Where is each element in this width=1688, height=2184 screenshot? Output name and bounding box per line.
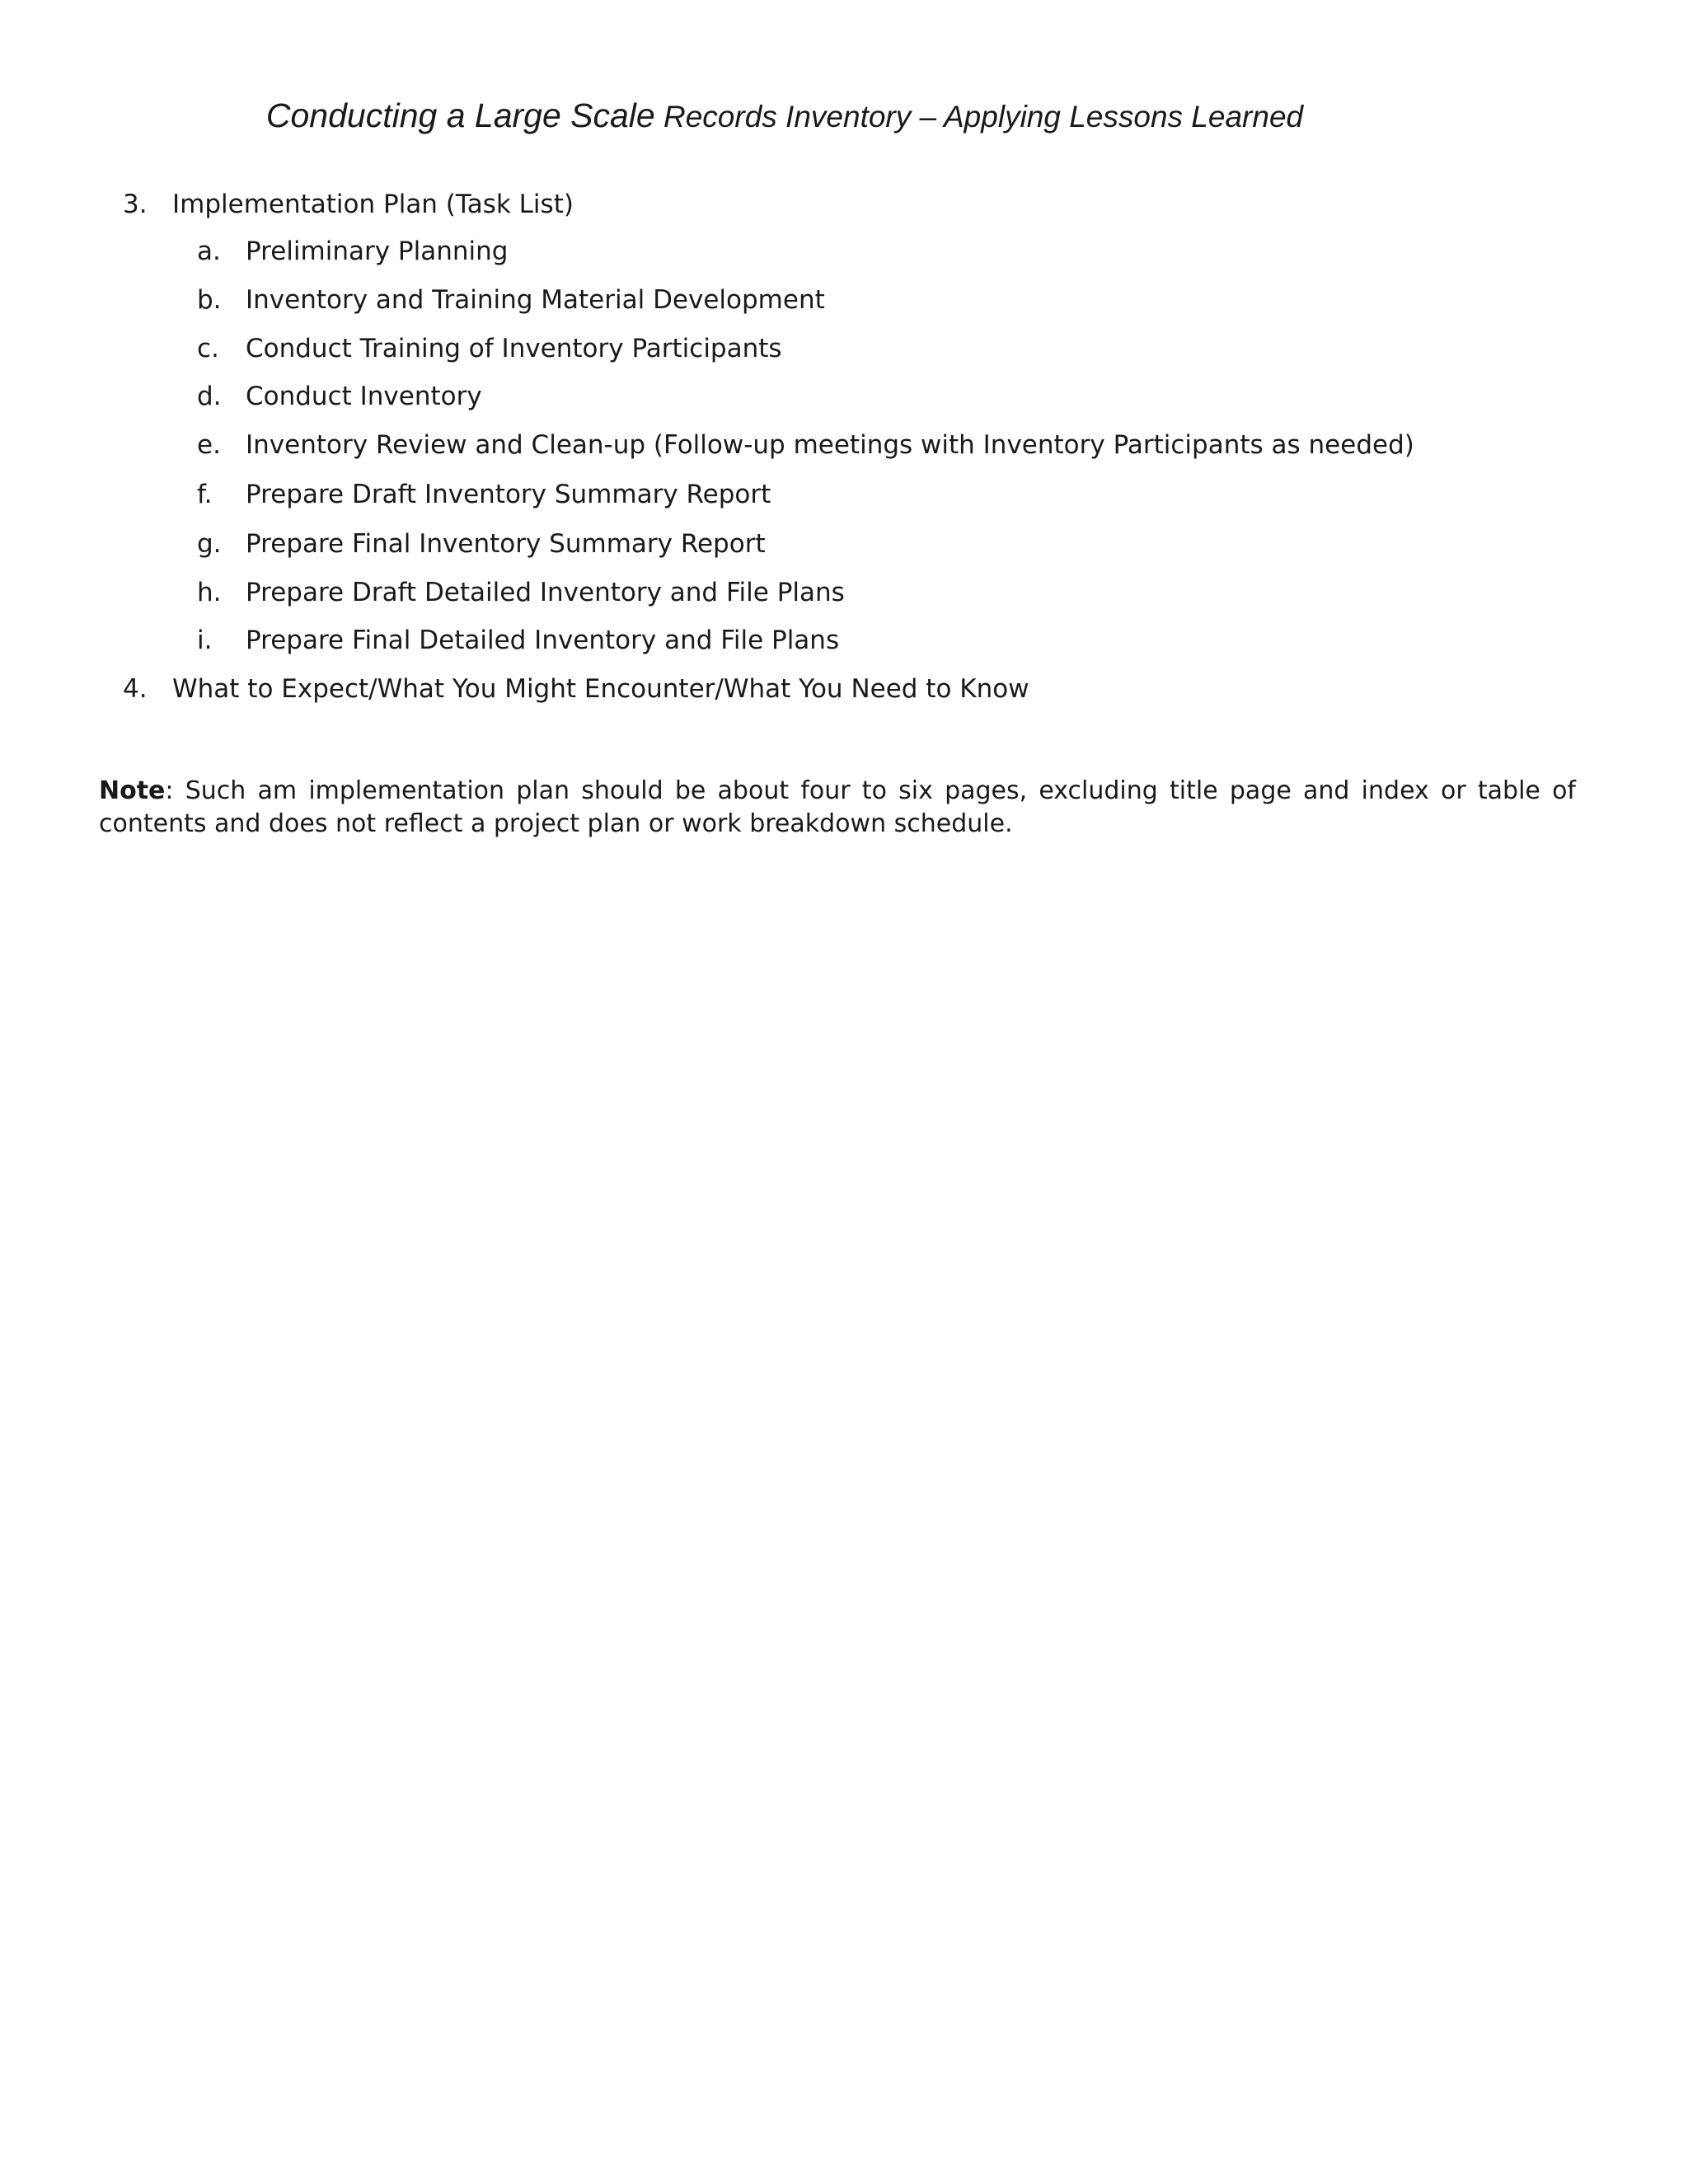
outline-subitem-text: Preliminary Planning <box>246 237 509 266</box>
outline-item-number: 4. <box>123 674 148 704</box>
outline-subitem-letter: a. <box>197 237 221 266</box>
outline-subitem-letter: b. <box>197 285 222 315</box>
outline-subitem-letter: f. <box>197 480 213 509</box>
outline-item-number: 3. <box>123 190 148 219</box>
outline-subitem-text: Conduct Inventory <box>246 382 482 411</box>
header-title-part2: Records Inventory – Applying Lessons Learned <box>654 100 1304 134</box>
outline-subitem-text: Prepare Draft Detailed Inventory and File Plans <box>246 578 845 607</box>
outline-subitem-letter: e. <box>197 430 221 460</box>
note-paragraph <box>99 775 1576 841</box>
page-header-title <box>0 96 1569 137</box>
outline-item-text: Implementation Plan (Task List) <box>172 190 574 219</box>
outline-subitem-letter: d. <box>197 382 222 411</box>
outline-subitem-text: Inventory Review and Clean-up (Follow-up meetings with Inventory Participants as needed) <box>246 430 1414 460</box>
outline-subitem-text: Prepare Final Detailed Inventory and File Plans <box>246 626 840 655</box>
note-text: : Such am implementation plan should be about four to six pages, excluding title page and index or table of contents and does not reflect a project plan or work breakdown schedule. <box>99 776 1576 838</box>
header-title-part1: Conducting a Large Scale <box>265 96 655 134</box>
note-label: Note <box>99 776 166 805</box>
outline-subitem-text: Prepare Draft Inventory Summary Report <box>246 480 771 509</box>
outline-subitem-letter: c. <box>197 334 219 363</box>
outline-item-text: What to Expect/What You Might Encounter/What You Need to Know <box>172 674 1029 704</box>
outline-subitem-letter: h. <box>197 578 222 607</box>
outline-subitem-text: Inventory and Training Material Development <box>246 285 825 315</box>
outline-subitem-letter: i. <box>197 626 213 655</box>
outline-subitem-letter: g. <box>197 529 222 559</box>
outline-subitem-text: Conduct Training of Inventory Participants <box>246 334 782 363</box>
outline-subitem-text: Prepare Final Inventory Summary Report <box>246 529 766 559</box>
